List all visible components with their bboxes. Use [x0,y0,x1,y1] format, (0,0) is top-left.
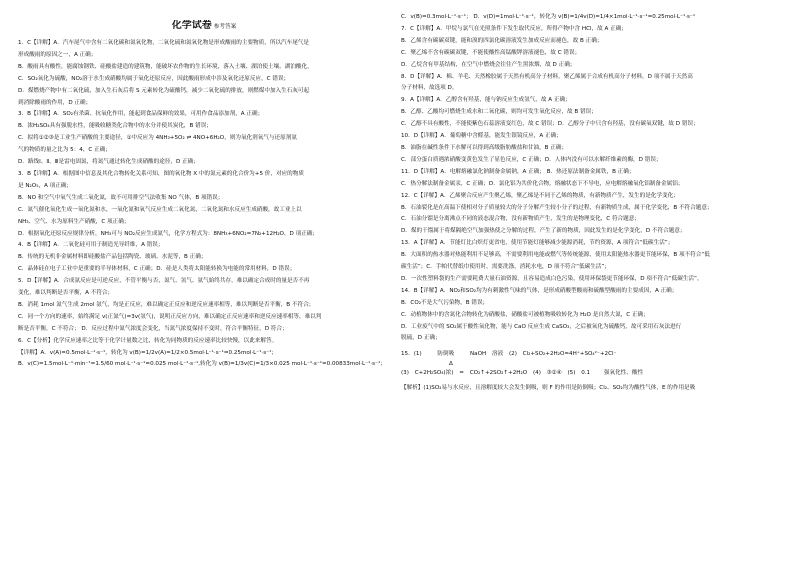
right-column [401,12,773,548]
q15-answer-equation-2: (2) Cl₂+SO₂+2H₂O=4H⁺+SO₄²⁻+2Cl⁻ [508,351,617,358]
q15-part-5-label: (5) [567,370,576,377]
text-line: B．乙醇、乙酸均可燃烧生成水和二氧化碳，则均可发生氧化反应，故 B 错误； [401,109,597,116]
text-line: C．氮气催化氧化生成一氧化氮和水，一氧化氮和氧气反应生成二氧化氮，二氧化氮和水反应生成硝酸，故工业上以 [18,206,302,213]
text-line: 8．D【详解】A．棉、羊毛、天然橡胶属于天然有机高分子材料，聚乙烯属于合成有机高分子材料，D 项不属于天然高 [401,73,693,80]
text-line: B．乙烯含有碳碳双键，能和溴的四氯化碳溶液发生加成反应而褪色，故 B 正确； [401,37,603,44]
q15-answer-equation-3: (3) C+2H₂SO₄(浓) = CO₂↑+2SO₂↑+2H₂O [401,370,528,377]
text-line: C．动植物体中的含氮化合物转化为硝酸盐，硝酸盐可被植物吸收转化为 H₂O 是自然大氮，C 正确； [401,311,649,318]
heating-delta-symbol: Δ [449,361,453,368]
text-line: D．乙烷含有甲基结构，在空气中燃烧会往往产生黑浓烟，故 D 正确； [401,61,576,68]
text-line: B．消耗 1mol 氮气生成 2mol 氨气，均是正反应，难以确定正反应和逆反应速率相等，难以判断是否平衡，B 不符合； [18,301,315,308]
text-line: B．大面积的热水器对热能利用不足够高，不需要利用电能或燃气等传统能源，使用太阳能热水器更节能环保，B 项不符合“低 [401,252,710,259]
text-line: 分子材料，故选项 D。 [401,85,458,92]
text-line: B．石油裂化是在高温下使相对分子质量较大的分子分解产生较小分子的过程，有新物质生成，属于化学变化，B 不符合题意； [401,204,713,211]
text-line: 碳生活”；C．手帕代替纸巾使用时，需要洗涤，消耗水电，D 项不符合“低碳生活”； [401,264,610,271]
text-line: D．一次性塑料袋的生产需要耗费大量石油资源，且容易造成白色污染，使用环保袋更节能环保，D 项不符合“低碳生活”。 [401,275,703,282]
text-line: 变化，难以判断是否平衡，A 不符合； [18,290,114,297]
text-line: C．v(B)=0.3mol·L⁻¹·s⁻¹； D．v(D)=1mol·L⁻¹·s⁻¹，转化为 v(B)=1/4v(D)=1/4×1mol·L⁻¹·s⁻¹=0.25mol·L⁻¹·s⁻¹ [401,14,696,20]
q15-part-1-label: 15．(1) [401,351,422,358]
text-line: D．工业废气中的 SO₂属于酸性氧化物，能与 CaO 反应生成 CaSO₃，之后被氧化为硫酸钙，故可采用石灰法进行 [401,323,682,330]
q15-answer-property: 强氧化性、酸性 [603,370,644,377]
q15-answer-order: (4) ③②④ [532,370,562,377]
title-subtitle: 参考答案 [213,24,237,30]
text-line: B．油脂在碱性条件下水解可以得到高级脂肪酸盐和甘油，B 正确； [401,144,568,151]
text-line: 4．B【详解】A．二氧化硅可用于制造光导纤维，A 错误； [18,242,164,249]
text-line: 7．C【详解】A．甲烷与氯气在光照条件下发生取代反应，所得产物中含 HCl，故 A 正确； [401,25,627,32]
text-line: C．乙醇不具有酸性，不能使紫色石蕊溶液变红色，故 C 错误；D．乙醇分子中只含有羟基，没有碳氧双键，故 D 错误； [401,121,699,128]
text-line: 气的物质的量之比为 5：4，C 正确； [18,147,111,154]
text-line: C．聚乙烯不含有碳碳双键，不能使酸性高锰酸钾溶液褪色，故 C 错误； [401,49,581,56]
text-line: 是 N₂O₅，A 项正确； [18,182,73,189]
text-line: B．传统的无机非金属材料即硅酸盐产品包括陶瓷、玻璃、水泥等，B 正确； [18,254,207,261]
text-line: 到消除酸雨的作用，D 正确； [18,99,92,106]
title-main: 化学试卷 [171,20,212,31]
text-line: 11．D【详解】A．电解熔融氯化钠制备金属钠，A 正确； B．热还原法制备金属铁，B 正确； [401,168,635,175]
q15-analysis-line: 【解析】(1)SO₂易与水反应，且溶解度较大会发生倒吸，则 F 的作用是防倒吸；Cl₂、SO₂均为酸性气体，E 的作用是吸 [401,385,696,392]
q15-answer-amount: 0.1 [581,370,591,377]
text-line: B．v(C)=1.5mol·L⁻¹·min⁻¹=1.5/60 mol·L⁻¹·s⁻¹=0.025 mol·L⁻¹·s⁻¹,转化为 v(B)=1/3v(C)=1/3×0.025 mol·L⁻¹·s⁻¹=0.00833mol·L⁻¹·s⁻¹； [18,361,386,368]
text-line: C．同一个方向的速率，始终满足 v(正氮气)=3v(氢气)，说明正反应方向，难以确定正反应速率和逆反应速率相等，难以判 [18,313,322,320]
text-line: D．路线Ⅰ、Ⅱ、Ⅲ是雷电固氮，将氮气通过转化生成硝酸的途径，D 正确； [18,159,199,166]
text-line: C．晶体硅在电子工业中是重要的半导体材料，C 正确；D．硅是人类将太阳能转换为电能的常用材料，D 错误； [18,266,296,273]
text-line: 3．B【详解】A．根据图中信息及其化合物转化关系可知，图的氧化物 X 中的氮元素的化合价为+5 价，对应的物质 [18,170,304,177]
text-line: B．CO₂不是大气污染物，B 错误； [401,299,489,306]
text-line: C．拟将①②③是工业生产硝酸的主要途径，①中反应为 4NH₃+5O₂ ⇌ 4NO+6H₂O，则为氧化剂氧气与还原剂氨 [18,135,297,142]
q15-answer-anti-suckback: 防倒吸 [437,351,455,358]
text-line: C．SO₂氧化为硫酸，NO₂溶于水生成硝酸均属于氧化还原反应，因此酸雨形成中涉及氧化还原反应，C 错误； [18,75,290,82]
text-line: 13．A【详解】A．节能灯比白炽灯更省电，使用节能灯能够减少能源消耗，节约资源，A 项符合“低碳生活”； [401,240,674,247]
text-line: B．酸雨具有酸性，能腐蚀钢铁、硅酸盐建造的建筑物，能破坏农作物的生长环境，落入土壤、湖泊使土壤、湖泊酸化， [18,63,313,70]
text-line: NH₃、空气、水为原料生产硝酸，C 项正确； [18,218,130,225]
text-line: 【详解】A．v(A)=0.5mol·L⁻¹·s⁻¹，转化为 v(B)=1/2v(A)=1/2×0.5mol·L⁻¹·s⁻¹=0.25mol·L⁻¹·s⁻¹； [18,349,277,356]
q15-answer-row-2 [401,368,773,380]
text-line: 3．B【详解】A．SO₂有杀菌、抗氧化作用，能起到食品保鲜的效果，可用作食品添加剂，A 正确； [18,111,264,118]
text-line: C．热分解法制备金属汞，C 正确；D．氯化铝为共价化合物，熔融状态下不导电，应电解熔融氧化铝制备金属铝； [401,180,684,187]
text-line: B．NO 和空气中氧气生成二氧化氮，故不可用排空气法收集 NO 气体，B 项错误； [18,194,224,201]
text-line: D．煤的干馏属于将煤隔绝空气加强热使之分解的过程，产生了新的物质，因此发生的是化学变化，D 不符合题意； [401,228,686,235]
text-line: 9．A【详解】A．乙醇含有羟基，能与钠反应生成氢气，故 A 正确； [401,97,571,104]
left-column [18,20,390,556]
text-line: C．石油分馏是分离沸点不同的液态混合物，没有新物质产生，发生的是物理变化，C 符合题意； [401,216,640,223]
text-line: C．部分蛋白质遇浓硝酸变黄色发生了显色反应，C 正确；D．人体内没有可以水解纤维素的酶，D 错误； [401,156,662,163]
text-line: 5．D【详解】A．合成氨反应是可逆反应，不管平衡与否，氮气、氢气、氨气始终共存，难以确定合成时的量是否不再 [18,278,310,285]
text-line: 形成酸雨的原因之一，A 正确； [18,51,97,58]
q15-answer-row-1 [401,349,773,361]
text-line: 10．D【详解】A．葡萄糖中含醛基，能发生银镜反应，A 正确； [401,133,562,140]
text-line: D．煤燃烧产物中有二氧化硫，加入生石灰后将 S 元素转化为硫酸钙，减少二氧化硫的排放，则燃煤中加入生石灰可起 [18,87,310,94]
q15-answer-naoh: NaOH 溶液 [470,351,504,358]
text-line: 6．C【分析】化学反应速率之比等于化学计量数之比，转化为同物质的反应速率比较快慢，以此来解答。 [18,337,278,344]
page-title [18,20,390,33]
text-line: 断是否平衡，C 不符合； D．反应过程中氮气浓度会变化，当氮气浓度保持不变时，符合平衡特征，D 符合； [18,325,288,332]
text-line: 1．C【详解】A．汽车尾气中含有二氧化碳和氮氧化物，二氧化硫和氮氧化物是形成酸雨的主要物质，所以汽车尾气是 [18,40,309,46]
text-line: 14．B【详解】A．NO₂和SO₂均为有刺激性气味的气体，是形成硝酸型酸雨和硫酸型酸雨的主要成因，A 正确； [401,287,678,294]
text-line: 12．C【详解】A．乙烯聚合反应产生聚乙烯，聚乙烯是不同于乙烯的物质，有新物质产生，发生的是化学变化； [401,192,679,199]
text-line: B．浓H₂SO₄具有强脱水性，能吸收糖类化合物中的水分并使其炭化，B 错误； [18,123,212,130]
text-line: D．根据氧化还原反应规律分析，NH₃可与 NO₂反应生成氮气，化学方程式为：8NH₃+6NO₂=7N₂+12H₂O，D 项正确； [18,230,319,237]
text-line: 脱硫，D 正确； [401,335,441,342]
